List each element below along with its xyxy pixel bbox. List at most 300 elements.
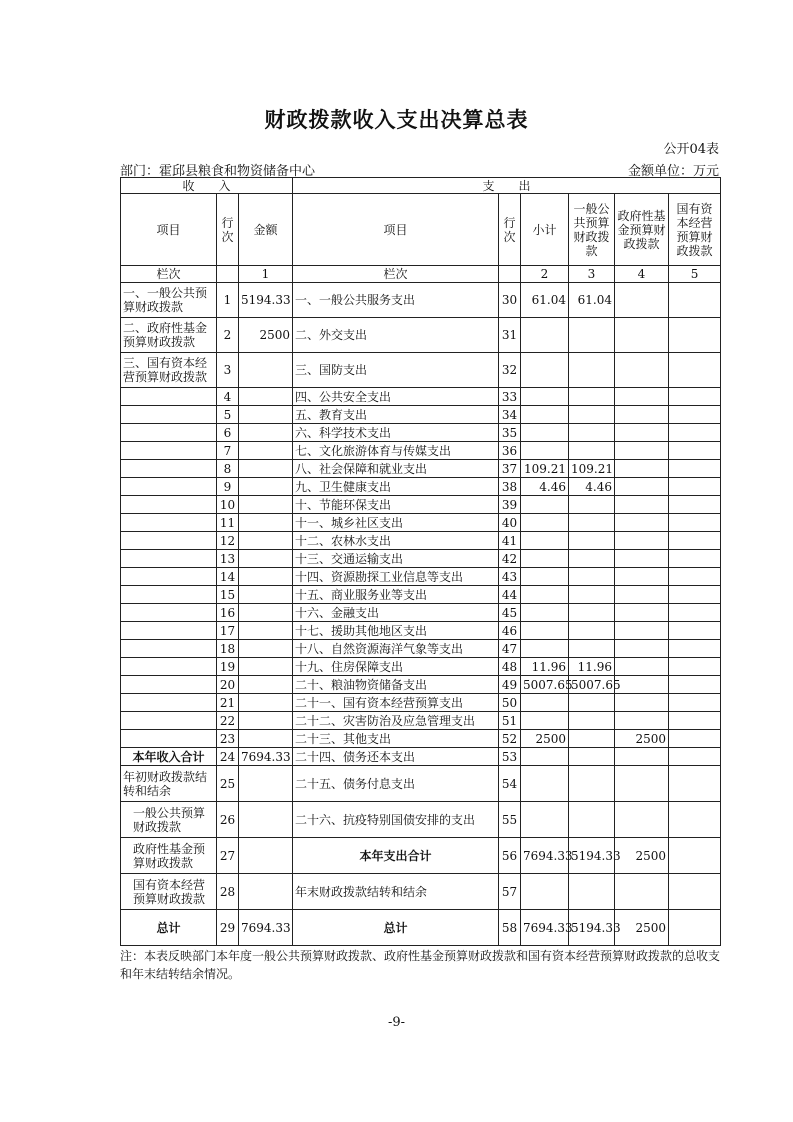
soe-budget-cell xyxy=(669,514,721,532)
general-budget-cell xyxy=(569,730,615,748)
fiscal-summary-table xyxy=(120,177,721,946)
department-label: 部门：霍邱县粮食和物资储备中心 xyxy=(120,164,316,179)
income-amount-cell xyxy=(239,388,293,406)
fund-budget-cell xyxy=(615,406,669,424)
income-item-cell: 一、一般公共预算财政拨款 xyxy=(121,283,217,318)
soe-budget-cell xyxy=(669,388,721,406)
income-amount-cell xyxy=(239,712,293,730)
income-amount-cell xyxy=(239,640,293,658)
expense-item-cell: 十五、商业服务业等支出 xyxy=(293,586,499,604)
general-budget-cell xyxy=(569,766,615,802)
income-item-cell xyxy=(121,496,217,514)
subtotal-cell: 61.04 xyxy=(521,283,569,318)
income-line-cell: 11 xyxy=(217,514,239,532)
income-line-cell: 7 xyxy=(217,442,239,460)
income-item-cell xyxy=(121,712,217,730)
subtotal-cell xyxy=(521,318,569,353)
income-line-cell: 17 xyxy=(217,622,239,640)
income-item-cell: 本年收入合计 xyxy=(121,748,217,766)
expense-item-cell: 总计 xyxy=(293,910,499,946)
soe-budget-cell xyxy=(669,748,721,766)
subtotal-cell xyxy=(521,353,569,388)
fund-budget-cell xyxy=(615,460,669,478)
general-budget-cell xyxy=(569,568,615,586)
income-item-cell xyxy=(121,586,217,604)
income-item-cell: 一般公共预算财政拨款 xyxy=(121,802,217,838)
table-row xyxy=(121,442,721,460)
subtotal-cell xyxy=(521,388,569,406)
subtotal-cell: 11.96 xyxy=(521,658,569,676)
income-line-cell: 12 xyxy=(217,532,239,550)
income-line-cell: 8 xyxy=(217,460,239,478)
income-item-cell: 国有资本经营预算财政拨款 xyxy=(121,874,217,910)
soe-budget-cell xyxy=(669,442,721,460)
income-item-cell xyxy=(121,478,217,496)
general-budget-header: 一般公共预算财政拨款 xyxy=(569,194,615,266)
income-item-cell: 三、国有资本经营预算财政拨款 xyxy=(121,353,217,388)
income-amount-cell xyxy=(239,460,293,478)
income-amount-cell xyxy=(239,424,293,442)
expense-item-cell: 二十六、抗疫特别国债安排的支出 xyxy=(293,802,499,838)
table-row xyxy=(121,748,721,766)
soe-budget-cell xyxy=(669,838,721,874)
column-number: 5 xyxy=(669,266,721,283)
expense-line-cell: 30 xyxy=(499,283,521,318)
income-amount-cell xyxy=(239,478,293,496)
general-budget-cell: 109.21 xyxy=(569,460,615,478)
table-row xyxy=(121,676,721,694)
fund-budget-cell xyxy=(615,496,669,514)
soe-budget-cell xyxy=(669,550,721,568)
soe-budget-cell xyxy=(669,874,721,910)
general-budget-cell xyxy=(569,550,615,568)
subtotal-cell xyxy=(521,514,569,532)
expense-line-cell: 41 xyxy=(499,532,521,550)
expense-item-cell: 二十四、债务还本支出 xyxy=(293,748,499,766)
expense-line-cell: 58 xyxy=(499,910,521,946)
fund-budget-cell xyxy=(615,318,669,353)
subtotal-cell: 7694.33 xyxy=(521,910,569,946)
soe-budget-cell xyxy=(669,910,721,946)
income-amount-cell xyxy=(239,550,293,568)
income-amount-cell xyxy=(239,568,293,586)
fund-budget-cell xyxy=(615,694,669,712)
income-line-cell: 2 xyxy=(217,318,239,353)
subtotal-cell xyxy=(521,496,569,514)
expense-line-cell: 57 xyxy=(499,874,521,910)
income-line-cell: 23 xyxy=(217,730,239,748)
subtotal-cell xyxy=(521,406,569,424)
blank-cell xyxy=(217,266,239,283)
income-line-cell: 20 xyxy=(217,676,239,694)
fund-budget-cell xyxy=(615,442,669,460)
income-amount-cell: 5194.33 xyxy=(239,283,293,318)
income-item-cell xyxy=(121,730,217,748)
income-amount-cell xyxy=(239,406,293,424)
expense-item-cell: 六、科学技术支出 xyxy=(293,424,499,442)
expense-line-cell: 40 xyxy=(499,514,521,532)
fund-budget-cell xyxy=(615,802,669,838)
general-budget-cell xyxy=(569,604,615,622)
fund-budget-cell xyxy=(615,586,669,604)
column-label: 栏次 xyxy=(293,266,499,283)
income-amount-cell xyxy=(239,496,293,514)
income-amount-cell xyxy=(239,514,293,532)
income-amount-cell: 7694.33 xyxy=(239,910,293,946)
income-line-cell: 25 xyxy=(217,766,239,802)
income-item-cell xyxy=(121,622,217,640)
subtotal-cell xyxy=(521,640,569,658)
soe-budget-cell xyxy=(669,424,721,442)
general-budget-cell xyxy=(569,406,615,424)
expense-item-cell: 二十一、国有资本经营预算支出 xyxy=(293,694,499,712)
expense-item-cell: 一、一般公共服务支出 xyxy=(293,283,499,318)
soe-budget-cell xyxy=(669,496,721,514)
expense-item-cell: 十、节能环保支出 xyxy=(293,496,499,514)
expense-line-cell: 48 xyxy=(499,658,521,676)
expense-line-cell: 32 xyxy=(499,353,521,388)
column-number: 4 xyxy=(615,266,669,283)
income-header: 收 入 xyxy=(121,178,293,194)
fund-budget-cell xyxy=(615,658,669,676)
subtotal-cell: 7694.33 xyxy=(521,838,569,874)
table-row xyxy=(121,730,721,748)
income-amount-cell xyxy=(239,586,293,604)
expense-line-cell: 37 xyxy=(499,460,521,478)
income-line-cell: 10 xyxy=(217,496,239,514)
general-budget-cell xyxy=(569,802,615,838)
income-line-cell: 28 xyxy=(217,874,239,910)
soe-budget-cell xyxy=(669,460,721,478)
income-line-cell: 4 xyxy=(217,388,239,406)
expense-item-cell: 五、教育支出 xyxy=(293,406,499,424)
income-item-cell xyxy=(121,604,217,622)
subtotal-cell xyxy=(521,424,569,442)
income-item-cell: 政府性基金预算财政拨款 xyxy=(121,838,217,874)
income-amount-header: 金额 xyxy=(239,194,293,266)
income-line-cell: 14 xyxy=(217,568,239,586)
expense-item-cell: 二十三、其他支出 xyxy=(293,730,499,748)
income-item-cell xyxy=(121,406,217,424)
expense-item-cell: 十一、城乡社区支出 xyxy=(293,514,499,532)
table-row xyxy=(121,478,721,496)
general-budget-cell: 5194.33 xyxy=(569,910,615,946)
expense-header: 支 出 xyxy=(293,178,721,194)
income-amount-cell xyxy=(239,353,293,388)
income-line-cell: 6 xyxy=(217,424,239,442)
expense-line-cell: 49 xyxy=(499,676,521,694)
expense-item-cell: 二十二、灾害防治及应急管理支出 xyxy=(293,712,499,730)
expense-line-cell: 38 xyxy=(499,478,521,496)
expense-line-cell: 44 xyxy=(499,586,521,604)
income-amount-cell xyxy=(239,694,293,712)
fund-budget-cell xyxy=(615,622,669,640)
fund-budget-cell: 2500 xyxy=(615,910,669,946)
general-budget-cell xyxy=(569,640,615,658)
table-row xyxy=(121,460,721,478)
general-budget-cell xyxy=(569,874,615,910)
subtotal-cell xyxy=(521,586,569,604)
income-item-cell xyxy=(121,568,217,586)
subtotal-cell xyxy=(521,748,569,766)
income-amount-cell xyxy=(239,766,293,802)
expense-item-cell: 四、公共安全支出 xyxy=(293,388,499,406)
income-line-cell: 19 xyxy=(217,658,239,676)
income-line-cell: 15 xyxy=(217,586,239,604)
expense-line-cell: 42 xyxy=(499,550,521,568)
income-item-cell: 总计 xyxy=(121,910,217,946)
soe-budget-cell xyxy=(669,478,721,496)
general-budget-cell xyxy=(569,318,615,353)
subtotal-cell xyxy=(521,874,569,910)
soe-budget-cell xyxy=(669,283,721,318)
column-number: 2 xyxy=(521,266,569,283)
income-amount-cell xyxy=(239,604,293,622)
income-line-cell: 18 xyxy=(217,640,239,658)
expense-item-cell: 十四、资源勘探工业信息等支出 xyxy=(293,568,499,586)
expense-line-cell: 36 xyxy=(499,442,521,460)
fund-budget-cell xyxy=(615,388,669,406)
subtotal-cell xyxy=(521,532,569,550)
income-line-cell: 5 xyxy=(217,406,239,424)
income-amount-cell xyxy=(239,532,293,550)
soe-budget-cell xyxy=(669,730,721,748)
general-budget-cell xyxy=(569,353,615,388)
expense-line-cell: 51 xyxy=(499,712,521,730)
table-row xyxy=(121,406,721,424)
fund-budget-cell xyxy=(615,353,669,388)
expense-line-cell: 31 xyxy=(499,318,521,353)
subtotal-cell xyxy=(521,568,569,586)
soe-budget-cell xyxy=(669,568,721,586)
general-budget-cell xyxy=(569,496,615,514)
expense-line-cell: 52 xyxy=(499,730,521,748)
expense-item-cell: 八、社会保障和就业支出 xyxy=(293,460,499,478)
fund-budget-cell xyxy=(615,568,669,586)
soe-budget-cell xyxy=(669,712,721,730)
expense-line-cell: 54 xyxy=(499,766,521,802)
expense-item-cell: 十八、自然资源海洋气象等支出 xyxy=(293,640,499,658)
soe-budget-cell xyxy=(669,640,721,658)
soe-budget-cell xyxy=(669,802,721,838)
subtotal-cell xyxy=(521,712,569,730)
table-row xyxy=(121,640,721,658)
expense-item-cell: 本年支出合计 xyxy=(293,838,499,874)
income-item-cell xyxy=(121,388,217,406)
income-item-cell xyxy=(121,550,217,568)
fund-budget-cell xyxy=(615,874,669,910)
table-row xyxy=(121,712,721,730)
fund-budget-cell xyxy=(615,550,669,568)
income-amount-cell xyxy=(239,838,293,874)
soe-budget-cell xyxy=(669,694,721,712)
expense-line-cell: 34 xyxy=(499,406,521,424)
fund-budget-cell: 2500 xyxy=(615,838,669,874)
expense-item-header: 项目 xyxy=(293,194,499,266)
expense-line-cell: 46 xyxy=(499,622,521,640)
soe-budget-cell xyxy=(669,318,721,353)
fund-budget-cell xyxy=(615,766,669,802)
general-budget-cell xyxy=(569,622,615,640)
expense-item-cell: 十七、援助其他地区支出 xyxy=(293,622,499,640)
expense-line-cell: 35 xyxy=(499,424,521,442)
subtotal-cell xyxy=(521,802,569,838)
expense-item-cell: 七、文化旅游体育与传媒支出 xyxy=(293,442,499,460)
subtotal-cell: 2500 xyxy=(521,730,569,748)
fund-budget-cell xyxy=(615,604,669,622)
unit-label: 金额单位：万元 xyxy=(627,164,719,179)
income-amount-cell xyxy=(239,874,293,910)
table-row xyxy=(121,766,721,802)
column-label: 栏次 xyxy=(121,266,217,283)
subtotal-cell xyxy=(521,766,569,802)
table-row xyxy=(121,496,721,514)
subtotal-cell: 5007.65 xyxy=(521,676,569,694)
subtotal-cell: 109.21 xyxy=(521,460,569,478)
expense-item-cell: 十六、金融支出 xyxy=(293,604,499,622)
table-row xyxy=(121,283,721,318)
expense-line-cell: 53 xyxy=(499,748,521,766)
income-line-header: 行次 xyxy=(217,194,239,266)
soe-budget-cell xyxy=(669,676,721,694)
table-row xyxy=(121,802,721,838)
income-item-cell: 二、政府性基金预算财政拨款 xyxy=(121,318,217,353)
expense-line-cell: 39 xyxy=(499,496,521,514)
general-budget-cell xyxy=(569,388,615,406)
soe-budget-cell xyxy=(669,766,721,802)
soe-budget-cell xyxy=(669,604,721,622)
general-budget-cell: 5194.33 xyxy=(569,838,615,874)
expense-line-header: 行次 xyxy=(499,194,521,266)
income-line-cell: 22 xyxy=(217,712,239,730)
income-item-cell xyxy=(121,460,217,478)
income-amount-cell: 7694.33 xyxy=(239,748,293,766)
general-budget-cell: 11.96 xyxy=(569,658,615,676)
table-row xyxy=(121,838,721,874)
table-row xyxy=(121,694,721,712)
expense-item-cell: 三、国防支出 xyxy=(293,353,499,388)
income-line-cell: 26 xyxy=(217,802,239,838)
expense-line-cell: 47 xyxy=(499,640,521,658)
general-budget-cell xyxy=(569,514,615,532)
soe-budget-cell xyxy=(669,586,721,604)
fund-budget-cell xyxy=(615,424,669,442)
expense-item-cell: 二十、粮油物资储备支出 xyxy=(293,676,499,694)
table-row xyxy=(121,586,721,604)
income-line-cell: 21 xyxy=(217,694,239,712)
expense-line-cell: 50 xyxy=(499,694,521,712)
table-row xyxy=(121,388,721,406)
general-budget-cell xyxy=(569,748,615,766)
table-row xyxy=(121,910,721,946)
fund-budget-cell xyxy=(615,748,669,766)
column-number: 3 xyxy=(569,266,615,283)
expense-line-cell: 33 xyxy=(499,388,521,406)
table-row xyxy=(121,514,721,532)
table-row xyxy=(121,604,721,622)
subtotal-cell xyxy=(521,622,569,640)
fund-budget-cell: 2500 xyxy=(615,730,669,748)
general-budget-cell xyxy=(569,694,615,712)
subtotal-cell xyxy=(521,442,569,460)
soe-budget-cell xyxy=(669,353,721,388)
income-line-cell: 3 xyxy=(217,353,239,388)
general-budget-cell xyxy=(569,712,615,730)
income-line-cell: 1 xyxy=(217,283,239,318)
soe-budget-cell xyxy=(669,532,721,550)
expense-item-cell: 十九、住房保障支出 xyxy=(293,658,499,676)
income-amount-cell xyxy=(239,622,293,640)
column-number: 1 xyxy=(239,266,293,283)
subtotal-cell xyxy=(521,604,569,622)
page-title: 财政拨款收入支出决算总表 xyxy=(264,107,529,132)
income-amount-cell: 2500 xyxy=(239,318,293,353)
table-row xyxy=(121,353,721,388)
general-budget-cell: 61.04 xyxy=(569,283,615,318)
income-item-header: 项目 xyxy=(121,194,217,266)
fund-budget-cell xyxy=(615,514,669,532)
general-budget-cell: 4.46 xyxy=(569,478,615,496)
expense-item-cell: 十三、交通运输支出 xyxy=(293,550,499,568)
expense-line-cell: 43 xyxy=(499,568,521,586)
table-row xyxy=(121,568,721,586)
income-line-cell: 29 xyxy=(217,910,239,946)
table-row xyxy=(121,550,721,568)
income-amount-cell xyxy=(239,730,293,748)
income-line-cell: 27 xyxy=(217,838,239,874)
expense-item-cell: 十二、农林水支出 xyxy=(293,532,499,550)
expense-item-cell: 年末财政拨款结转和结余 xyxy=(293,874,499,910)
expense-line-cell: 56 xyxy=(499,838,521,874)
fund-budget-cell xyxy=(615,532,669,550)
income-line-cell: 9 xyxy=(217,478,239,496)
table-row xyxy=(121,532,721,550)
income-item-cell xyxy=(121,640,217,658)
expense-item-cell: 二、外交支出 xyxy=(293,318,499,353)
income-line-cell: 13 xyxy=(217,550,239,568)
income-item-cell xyxy=(121,658,217,676)
income-item-cell: 年初财政拨款结转和结余 xyxy=(121,766,217,802)
table-row xyxy=(121,318,721,353)
subtotal-header: 小计 xyxy=(521,194,569,266)
soe-budget-cell xyxy=(669,406,721,424)
income-line-cell: 24 xyxy=(217,748,239,766)
income-item-cell xyxy=(121,514,217,532)
income-item-cell xyxy=(121,442,217,460)
subtotal-cell: 4.46 xyxy=(521,478,569,496)
income-item-cell xyxy=(121,676,217,694)
income-item-cell xyxy=(121,532,217,550)
subtotal-cell xyxy=(521,694,569,712)
fund-budget-cell xyxy=(615,712,669,730)
income-line-cell: 16 xyxy=(217,604,239,622)
form-code: 公开04表 xyxy=(663,142,719,157)
soe-budget-cell xyxy=(669,622,721,640)
expense-line-cell: 55 xyxy=(499,802,521,838)
soe-budget-cell xyxy=(669,658,721,676)
expense-line-cell: 45 xyxy=(499,604,521,622)
expense-item-cell: 二十五、债务付息支出 xyxy=(293,766,499,802)
income-amount-cell xyxy=(239,442,293,460)
general-budget-cell xyxy=(569,532,615,550)
fund-budget-cell xyxy=(615,640,669,658)
income-amount-cell xyxy=(239,676,293,694)
income-amount-cell xyxy=(239,658,293,676)
blank-cell xyxy=(499,266,521,283)
soe-budget-header: 国有资本经营预算财政拨款 xyxy=(669,194,721,266)
fund-budget-cell xyxy=(615,283,669,318)
income-item-cell xyxy=(121,694,217,712)
